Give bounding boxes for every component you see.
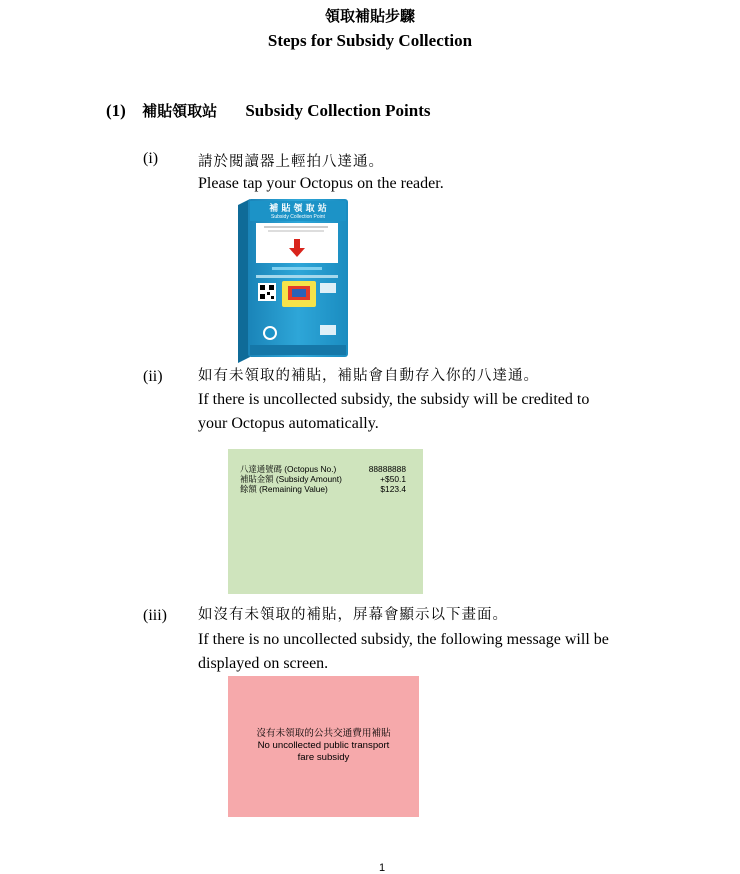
no-subsidy-message: [228, 728, 419, 764]
no-subsidy-screen-mockup: [228, 676, 419, 817]
octopus-number-label: 八達通號碼 (Octopus No.): [240, 464, 337, 474]
subsidy-amount-label: 補貼金額 (Subsidy Amount): [240, 474, 342, 484]
section-title-english: Subsidy Collection Points: [245, 101, 431, 120]
subsidy-amount-value: +$50.1: [380, 474, 406, 484]
no-subsidy-message-english-1: No uncollected public transport: [257, 740, 390, 751]
section-heading: [106, 100, 431, 121]
octopus-number-value: 88888888: [368, 464, 406, 474]
step-2-english-line-2: your Octopus automatically.: [198, 415, 379, 432]
section-title-chinese: 補貼領取站: [142, 102, 218, 120]
step-3-english-line-2: displayed on screen.: [198, 655, 329, 672]
step-1-number: (i): [143, 150, 159, 167]
step-1-english: Please tap your Octopus on the reader.: [198, 175, 444, 192]
step-2-number: (ii): [143, 368, 163, 385]
step-2-english-line-1: If there is uncollected subsidy, the subsidy will be credited to: [198, 391, 590, 408]
remaining-value-label: 餘額 (Remaining Value): [240, 484, 328, 494]
kiosk-illustration: [236, 197, 350, 363]
step-2-chinese: 如有未領取的補貼，補貼會自動存入你的八達通。: [198, 368, 539, 384]
kiosk-image: [236, 197, 350, 363]
kiosk-banner-english: Subsidy Collection Point: [271, 214, 325, 220]
page-title-chinese: 領取補貼步驟: [324, 7, 415, 25]
step-3-english-line-1: If there is no uncollected subsidy, the following message will be: [198, 631, 609, 648]
page-number: 1: [378, 862, 386, 874]
remaining-value-value: $123.4: [380, 484, 406, 494]
kiosk-banner-chinese: 補 貼 領 取 站: [269, 204, 327, 214]
no-subsidy-message-chinese: 沒有未領取的公共交通費用補貼: [256, 728, 391, 739]
no-subsidy-message-english-2: fare subsidy: [297, 752, 350, 763]
step-3-chinese: 如沒有未領取的補貼，屏幕會顯示以下畫面。: [198, 607, 508, 623]
step-3-number: (iii): [143, 607, 167, 624]
step-1-chinese: 請於閱讀器上輕拍八達通。: [198, 154, 384, 170]
page-title-english: Steps for Subsidy Collection: [267, 31, 473, 50]
credited-screen-mockup: [228, 449, 423, 594]
section-number: (1): [106, 101, 126, 120]
